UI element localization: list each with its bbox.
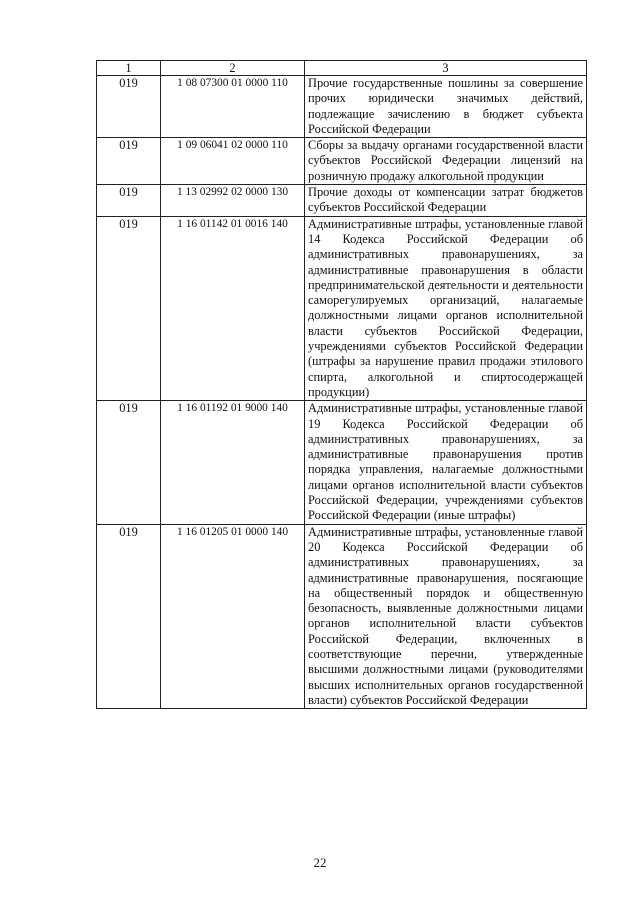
table-header-row [97, 61, 587, 76]
admin-code-cell: 019 [97, 401, 161, 524]
revenue-classification-table [96, 60, 587, 709]
admin-code-cell: 019 [97, 524, 161, 709]
column-header-admin: 1 [97, 61, 161, 76]
admin-code-cell: 019 [97, 216, 161, 401]
kbk-code-cell: 1 08 07300 01 0000 110 [161, 76, 305, 138]
admin-code-cell: 019 [97, 138, 161, 185]
table-row [97, 401, 587, 524]
description-cell: Сборы за выдачу органами государственной власти субъектов Российской Федерации лицензий на розничную продажу алкогольной продукции [305, 138, 587, 185]
admin-code-cell: 019 [97, 76, 161, 138]
description-cell: Административные штрафы, установленные главой 20 Кодекса Российской Федерации об административных правонарушениях, за административные правонарушения, посягающие на общественный порядок и общественную безопасность, выявленные должностными лицами органов исполнительной власти субъектов Российской Федерации, включенных в соответствующие перечни, утвержденные высшими должностными лицами (руководителями высших исполнительных органов государственной власти) субъектов Российской Федерации [305, 524, 587, 709]
column-header-kbk: 2 [161, 61, 305, 76]
description-cell: Прочие государственные пошлины за совершение прочих юридически значимых действий, подлежащие зачислению в бюджет субъекта Российской Федерации [305, 76, 587, 138]
table-row [97, 76, 587, 138]
table-row [97, 185, 587, 217]
admin-code-cell: 019 [97, 185, 161, 217]
kbk-code-cell: 1 16 01205 01 0000 140 [161, 524, 305, 709]
kbk-code-cell: 1 13 02992 02 0000 130 [161, 185, 305, 217]
description-cell: Прочие доходы от компенсации затрат бюджетов субъектов Российской Федерации [305, 185, 587, 217]
page-number: 22 [313, 855, 327, 870]
table-row [97, 524, 587, 709]
description-cell: Административные штрафы, установленные главой 19 Кодекса Российской Федерации об административных правонарушениях, за административные правонарушения против порядка управления, налагаемые должностными лицами органов исполнительной власти субъектов Российской Федерации, учреждениями субъектов Российской Федерации (иные штрафы) [305, 401, 587, 524]
table-row [97, 216, 587, 401]
kbk-code-cell: 1 16 01192 01 9000 140 [161, 401, 305, 524]
kbk-code-cell: 1 09 06041 02 0000 110 [161, 138, 305, 185]
kbk-code-cell: 1 16 01142 01 0016 140 [161, 216, 305, 401]
column-header-description: 3 [305, 61, 587, 76]
table-row [97, 138, 587, 185]
description-cell: Административные штрафы, установленные главой 14 Кодекса Российской Федерации об административных правонарушениях, за административные правонарушения в области предпринимательской деятельности и деятельности саморегулируемых организаций, налагаемые должностными лицами органов исполнительной власти субъектов Российской Федерации, учреждениями субъектов Российской Федерации (штрафы за нарушение правил продажи этилового спирта, алкогольной и спиртосодержащей продукции) [305, 216, 587, 401]
